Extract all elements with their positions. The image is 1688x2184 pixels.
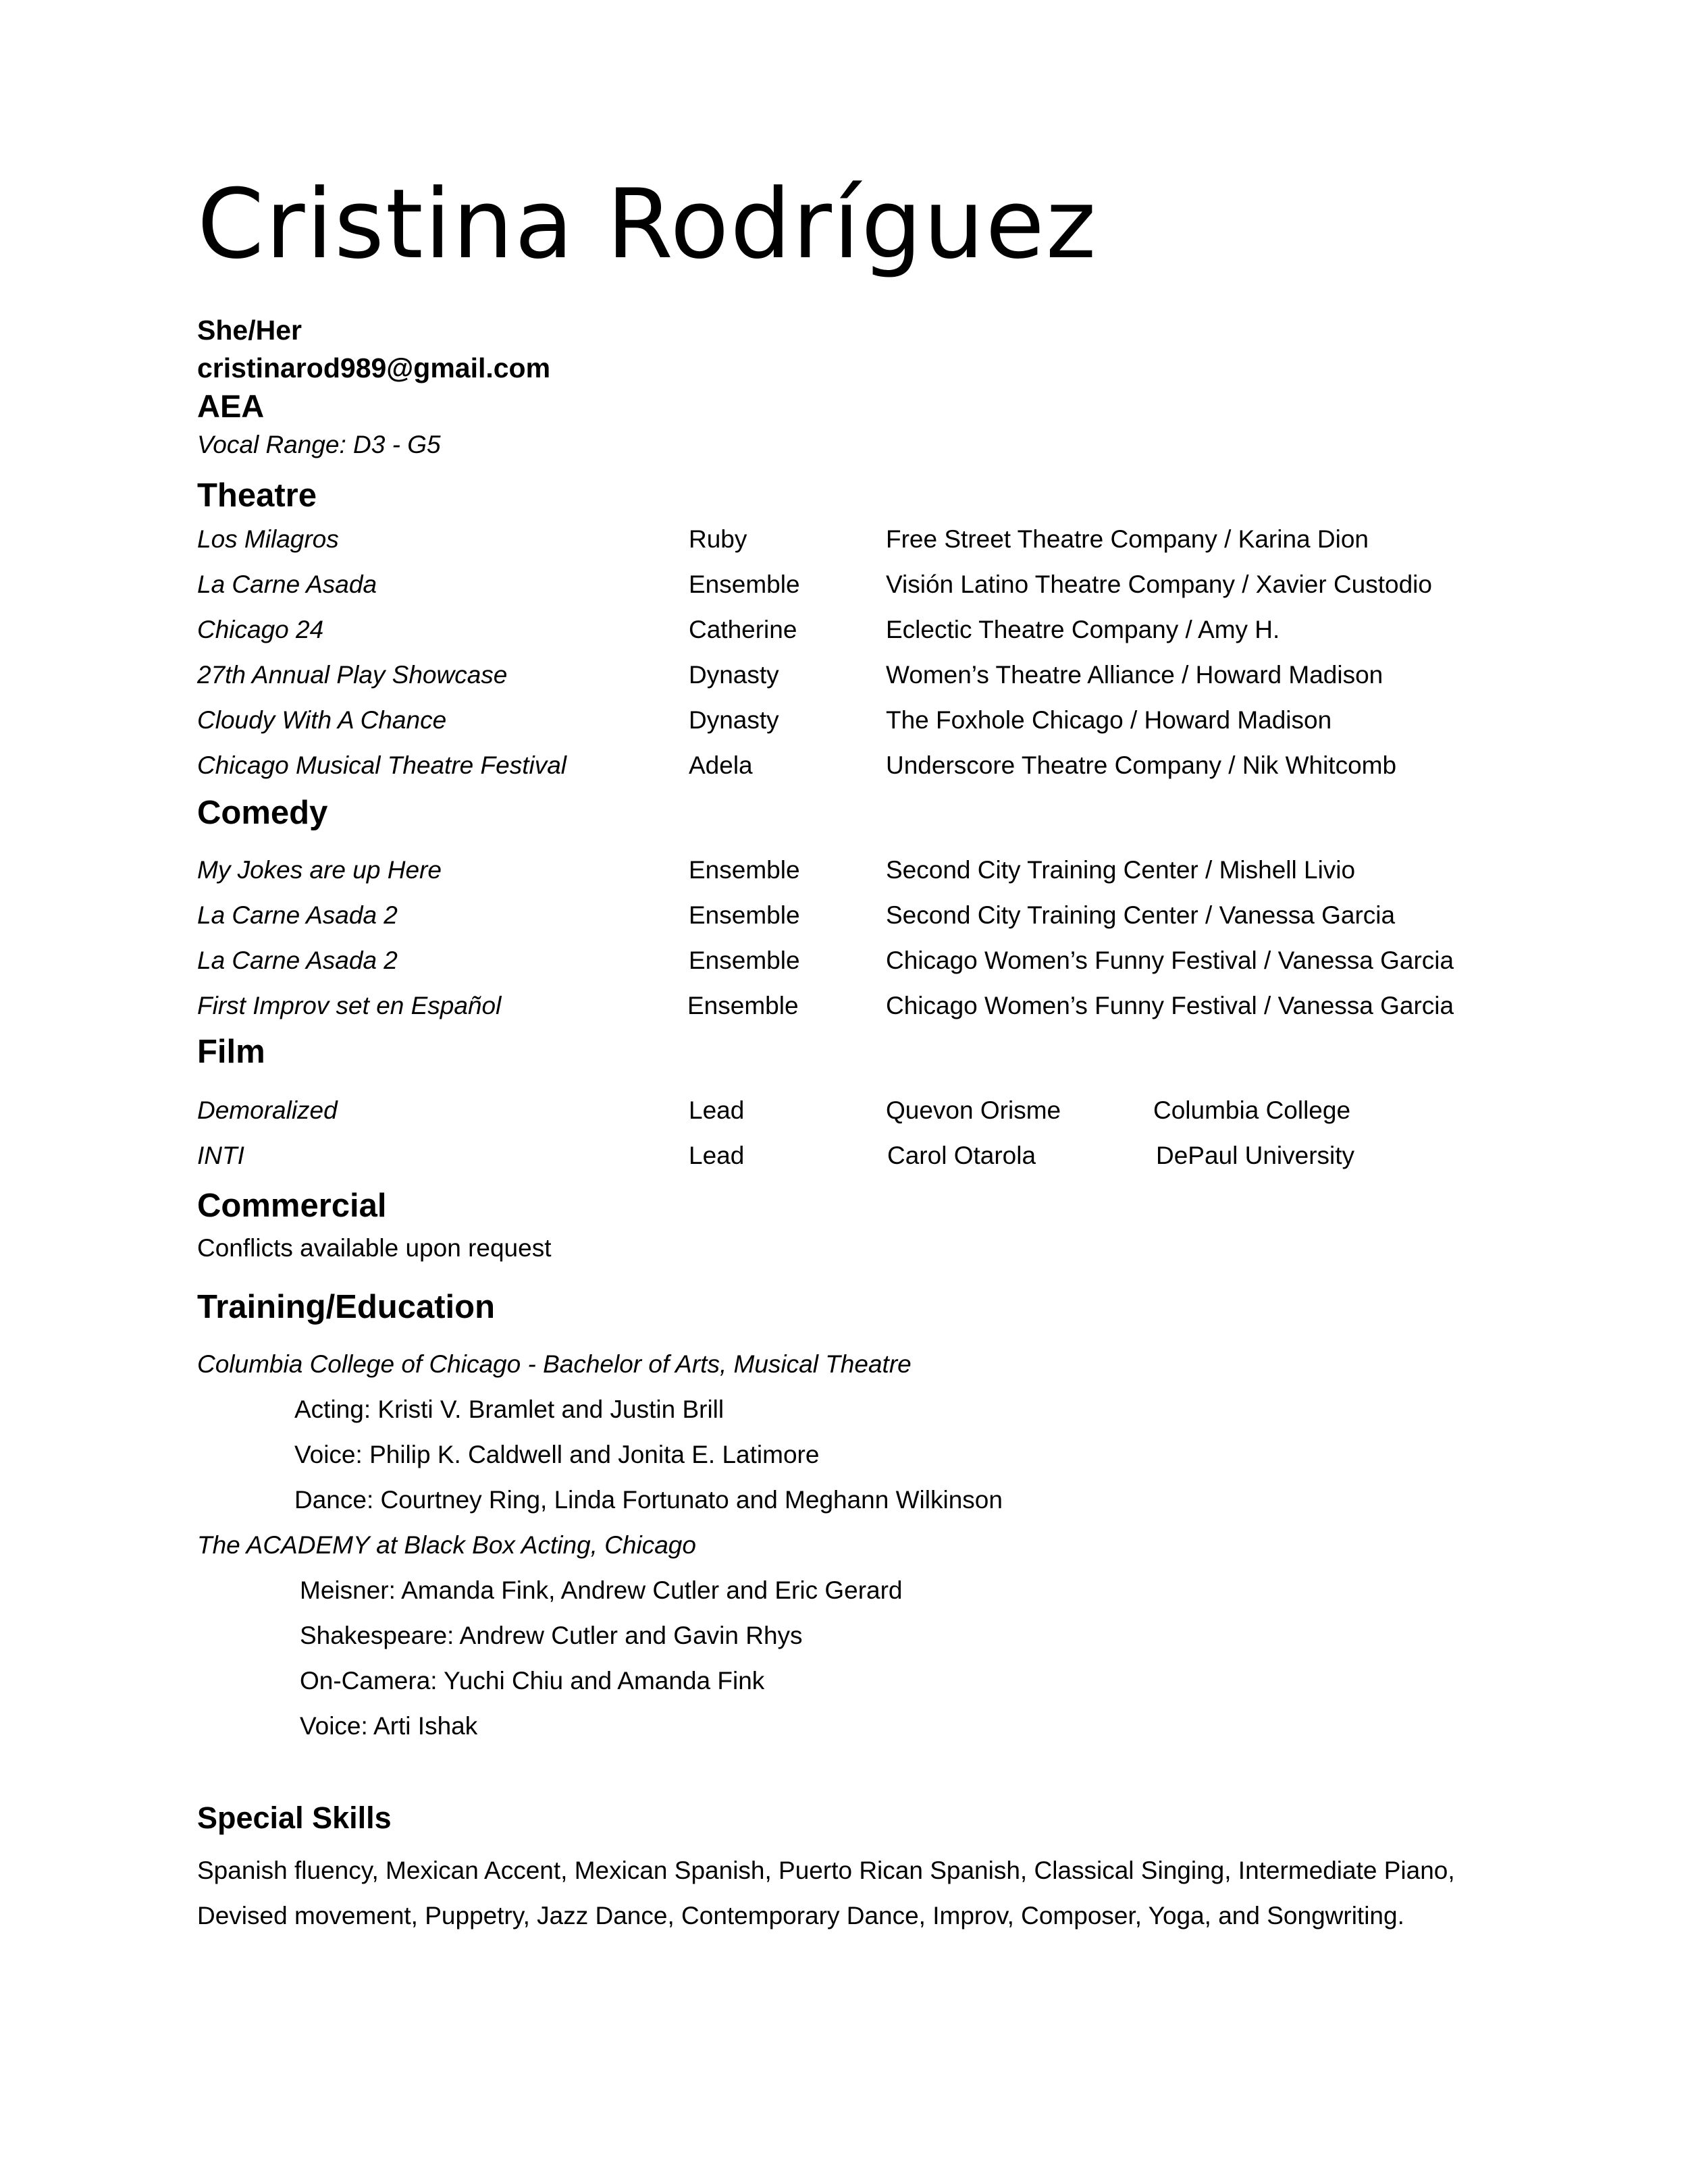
credit-title: Chicago 24 bbox=[197, 616, 324, 643]
credit-company: Second City Training Center / Mishell Livio bbox=[886, 856, 1356, 884]
credit-title: La Carne Asada bbox=[197, 570, 377, 598]
film-heading: Film bbox=[197, 1034, 265, 1070]
credit-title: Los Milagros bbox=[197, 525, 339, 553]
training-item: Dance: Courtney Ring, Linda Fortunato and Meghann Wilkinson bbox=[294, 1486, 1003, 1514]
pronouns: She/Her bbox=[197, 315, 302, 346]
credit-role: Lead bbox=[689, 1096, 745, 1124]
credit-title: Demoralized bbox=[197, 1096, 338, 1124]
credit-title: My Jokes are up Here bbox=[197, 856, 442, 884]
theatre-heading: Theatre bbox=[197, 477, 317, 514]
credit-role: Dynasty bbox=[689, 661, 779, 689]
credit-director: Carol Otarola bbox=[887, 1142, 1036, 1169]
credit-role: Dynasty bbox=[689, 706, 779, 734]
performer-name: Cristina Rodríguez bbox=[197, 169, 1098, 280]
credit-company: Eclectic Theatre Company / Amy H. bbox=[886, 616, 1280, 643]
training-item: Shakespeare: Andrew Cutler and Gavin Rhys bbox=[300, 1622, 803, 1649]
credit-producer: DePaul University bbox=[1156, 1142, 1355, 1169]
credit-company: The Foxhole Chicago / Howard Madison bbox=[886, 706, 1332, 734]
credit-title: Cloudy With A Chance bbox=[197, 706, 447, 734]
credit-role: Ensemble bbox=[689, 901, 800, 929]
credit-role: Ensemble bbox=[687, 992, 799, 1019]
credit-company: Underscore Theatre Company / Nik Whitcomb bbox=[886, 751, 1397, 779]
training-item: Acting: Kristi V. Bramlet and Justin Brill bbox=[294, 1395, 724, 1423]
credit-company: Chicago Women’s Funny Festival / Vanessa Garcia bbox=[886, 992, 1454, 1019]
training-item: Voice: Arti Ishak bbox=[300, 1712, 478, 1740]
skills-line: Spanish fluency, Mexican Accent, Mexican Spanish, Puerto Rican Spanish, Classical Singing, Intermediate Piano, bbox=[197, 1857, 1455, 1884]
credit-role: Ensemble bbox=[689, 947, 800, 974]
commercial-heading: Commercial bbox=[197, 1188, 387, 1224]
training-item: On-Camera: Yuchi Chiu and Amanda Fink bbox=[300, 1667, 765, 1695]
union-affiliation: AEA bbox=[197, 388, 265, 424]
school-name: The ACADEMY at Black Box Acting, Chicago bbox=[197, 1531, 696, 1559]
credit-role: Lead bbox=[689, 1142, 745, 1169]
credit-company: Women’s Theatre Alliance / Howard Madison bbox=[886, 661, 1383, 689]
credit-role: Ruby bbox=[689, 525, 747, 553]
credit-title: Chicago Musical Theatre Festival bbox=[197, 751, 566, 779]
skills-heading: Special Skills bbox=[197, 1801, 392, 1835]
training-item: Meisner: Amanda Fink, Andrew Cutler and Eric Gerard bbox=[300, 1576, 903, 1604]
training-item: Voice: Philip K. Caldwell and Jonita E. Latimore bbox=[294, 1441, 820, 1468]
credit-company: Visión Latino Theatre Company / Xavier Custodio bbox=[886, 570, 1432, 598]
comedy-heading: Comedy bbox=[197, 795, 328, 831]
credit-company: Free Street Theatre Company / Karina Dion bbox=[886, 525, 1369, 553]
credit-title: La Carne Asada 2 bbox=[197, 947, 398, 974]
credit-company: Chicago Women’s Funny Festival / Vanessa Garcia bbox=[886, 947, 1454, 974]
credit-director: Quevon Orisme bbox=[886, 1096, 1061, 1124]
credit-role: Ensemble bbox=[689, 856, 800, 884]
vocal-range: Vocal Range: D3 - G5 bbox=[197, 431, 441, 458]
skills-line: Devised movement, Puppetry, Jazz Dance, Contemporary Dance, Improv, Composer, Yoga, and Songwriting. bbox=[197, 1902, 1404, 1929]
credit-title: La Carne Asada 2 bbox=[197, 901, 398, 929]
training-heading: Training/Education bbox=[197, 1289, 496, 1325]
credit-role: Catherine bbox=[689, 616, 797, 643]
credit-role: Adela bbox=[689, 751, 753, 779]
credit-title: First Improv set en Español bbox=[197, 992, 502, 1019]
credit-producer: Columbia College bbox=[1153, 1096, 1351, 1124]
credit-role: Ensemble bbox=[689, 570, 800, 598]
email: cristinarod989@gmail.com bbox=[197, 352, 551, 383]
school-name: Columbia College of Chicago - Bachelor of Arts, Musical Theatre bbox=[197, 1350, 912, 1378]
commercial-note: Conflicts available upon request bbox=[197, 1234, 552, 1262]
credit-title: INTI bbox=[197, 1142, 244, 1169]
credit-company: Second City Training Center / Vanessa Garcia bbox=[886, 901, 1396, 929]
credit-title: 27th Annual Play Showcase bbox=[197, 661, 508, 689]
